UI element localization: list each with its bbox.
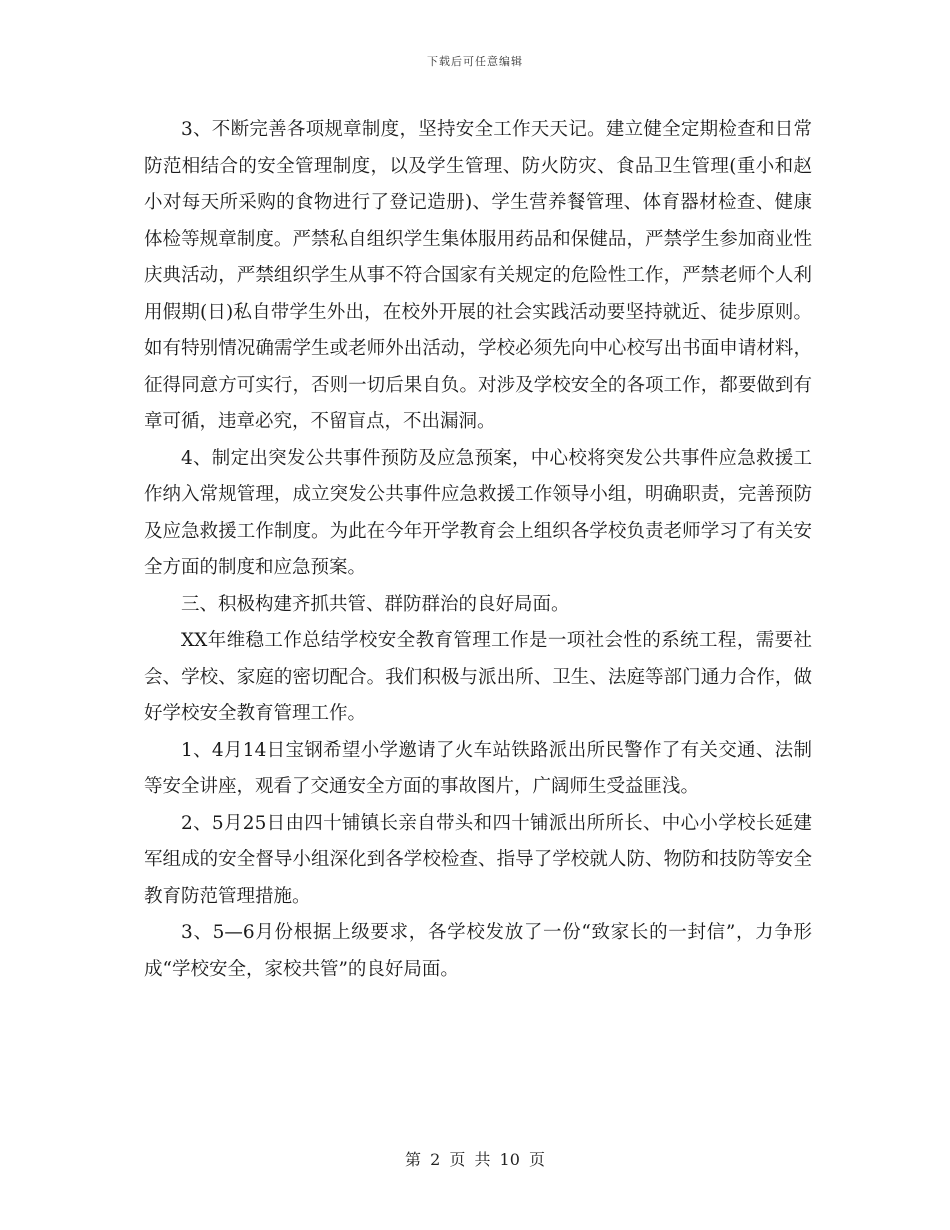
document-body [144, 112, 812, 988]
paragraph-emergency-plan: 4、制定出突发公共事件预防及应急预案，中心校将突发公共事件应急救援工作纳入常规管理，成立突发公共事件应急救援工作领导小组，明确职责，完善预防及应急救援工作制度。为此在今年开学教育会上组织各学校负责老师学习了有关安全方面的制度和应急预案。 [144, 447, 812, 578]
page-number: 第 2 页 共 10 页 [405, 1150, 545, 1169]
paragraph-lecture: 1、4月14日宝钢希望小学邀请了火车站铁路派出所民警作了有关交通、法制等安全讲座，观看了交通安全方面的事故图片，广阔师生受益匪浅。 [144, 739, 812, 797]
section-heading: 三、积极构建齐抓共管、群防群治的良好局面。 [181, 593, 570, 615]
paragraph-rules: 3、不断完善各项规章制度，坚持安全工作天天记。建立健全定期检查和日常防范相结合的安全管理制度，以及学生管理、防火防灾、食品卫生管理(重小和赵小对每天所采购的食物进行了登记造册)、学生营养餐管理、体育器材检查、健康体检等规章制度。严禁私自组织学生集体服用药品和保健品，严禁学生参加商业性庆典活动，严禁组织学生从事不符合国家有关规定的危险性工作，严禁老师个人利用假期(日)私自带学生外出，在校外开展的社会实践活动要坚持就近、徒步原则。如有特别情况确需学生或老师外出活动，学校必须先向中心校写出书面申请材料，征得同意方可实行，否则一切后果自负。对涉及学校安全的各项工作，都要做到有章可循，违章必究，不留盲点，不出漏洞。 [144, 119, 812, 432]
paragraph-cooperation: XX年维稳工作总结学校安全教育管理工作是一项社会性的系统工程，需要社会、学校、家庭的密切配合。我们积极与派出所、卫生、法庭等部门通力合作，做好学校安全教育管理工作。 [144, 630, 812, 724]
paragraph-inspection: 2、5月25日由四十铺镇长亲自带头和四十铺派出所所长、中心小学校长延建军组成的安全督导小组深化到各学校检查、指导了学校就人防、物防和技防等安全教育防范管理措施。 [144, 812, 812, 907]
page-header: 下载后可任意编辑 [427, 55, 523, 68]
paragraph-parent-letter: 3、5—6月份根据上级要求，各学校发放了一份“致家长的一封信”，力争形成“学校安全，家校共管”的良好局面。 [144, 922, 812, 980]
